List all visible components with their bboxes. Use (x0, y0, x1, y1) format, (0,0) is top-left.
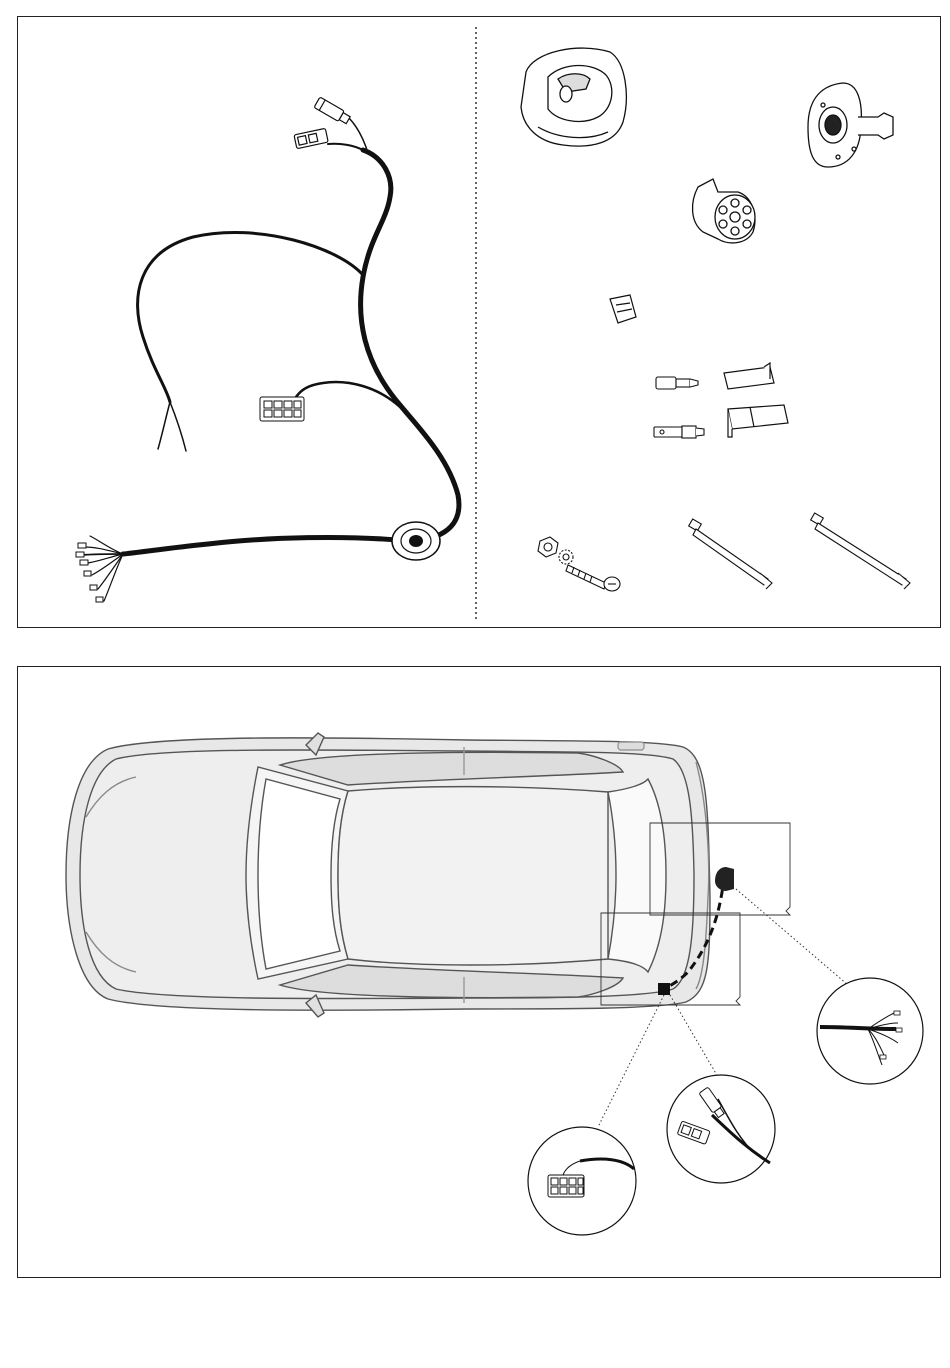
connector-housing-large-icon (728, 405, 788, 437)
cable-tie-icon (689, 519, 772, 589)
grommet-icon (392, 522, 440, 560)
detail-callout-icon (817, 978, 923, 1084)
harness-connector-icons (294, 97, 351, 149)
socket-cover-icon (521, 48, 626, 146)
bolt-nut-icon (538, 537, 620, 591)
wire-terminals (76, 543, 103, 602)
multi-pin-connector-icon (260, 397, 304, 421)
kit-contents-drawing (18, 17, 942, 629)
blade-connector-icon (654, 426, 704, 438)
detail-callout-icon-3 (528, 1127, 636, 1235)
bullet-connector-icon (656, 377, 698, 389)
connector-housing-icon (724, 363, 774, 389)
vehicle-installation-panel (17, 666, 941, 1278)
mounting-plate-icon (808, 83, 893, 167)
kit-contents-panel (17, 16, 941, 628)
seven-pin-socket-icon (693, 179, 755, 243)
detail-callout-icon-2 (667, 1075, 775, 1183)
cable-tie-icon-2 (811, 513, 910, 589)
car-top-view-icon (66, 733, 710, 1017)
relay-connector-icon (610, 295, 636, 323)
vehicle-installation-drawing (18, 667, 942, 1279)
